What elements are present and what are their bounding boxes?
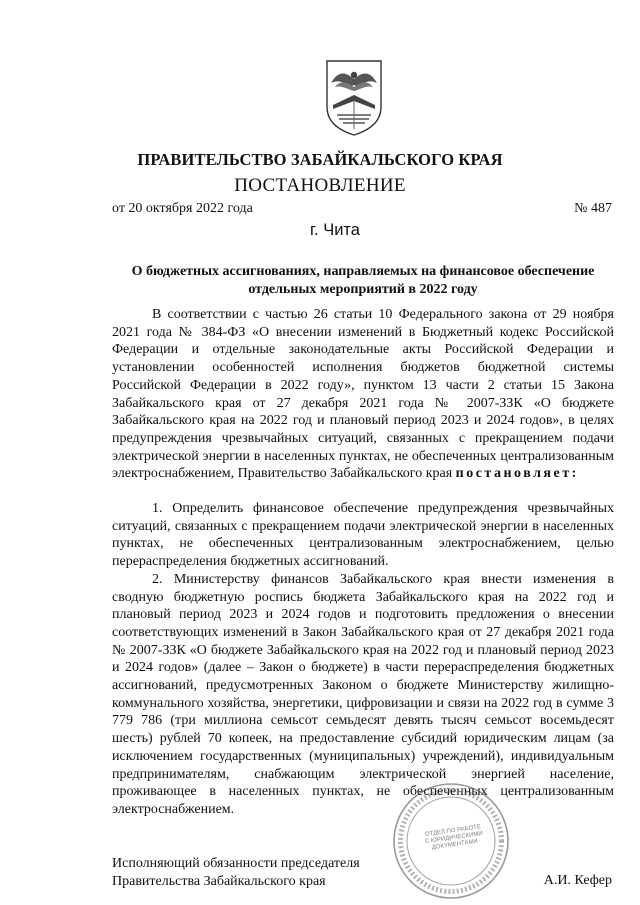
document-body — [112, 306, 614, 819]
item-1-paragraph: 1. Определить финансовое обеспечение предупреждения чрезвычайных ситуаций, связанных с прекращением подачи электрической энергии в населенных пунктах, не обеспеченных централизованным электроснабжением, целью перераспределения бюджетных ассигнований. — [112, 501, 614, 570]
preamble-text: В соответствии с частью 26 статьи 10 Федерального закона от 29 ноября 2021 года № 384-ФЗ «О внесении изменений в Бюджетный кодекс Российской Федерации и отдельные законодательные акты Российской Федерации и установлении особенностей исполнения бюджетов бюджетной системы Российской Федерации в 2022 году», пунктом 13 части 2 статьи 15 Закона Забайкальского края от 27 декабря 2021 года № 2007-ЗЗК «О бюджете Забайкальского края на 2022 год и плановый период 2023 и 2024 годов», в целях предупреждения чрезвычайных ситуаций, связанных с прекращением подачи электрической энергии в населенных пунктах, не обеспеченных централизованным электроснабжением, Правительство Забайкальского края — [112, 307, 614, 482]
document-type: ПОСТАНОВЛЕНИЕ — [234, 175, 406, 196]
document-heading — [112, 263, 614, 299]
signer-name: А.И. Кефер — [543, 873, 612, 888]
document-date: от 20 октября 2022 года — [112, 201, 253, 216]
document-number: № 487 — [574, 201, 612, 216]
signer-role-line-1: Исполняющий обязанности председателя — [112, 856, 360, 871]
heading-line-2: отдельных мероприятий в 2022 году — [248, 282, 478, 297]
stamp-text: ОТДЕЛ ПО РАБОТЕ С ЮРИДИЧЕСКИМИ ДОКУМЕНТАМИ — [424, 824, 484, 852]
preamble-paragraph — [112, 306, 614, 483]
document-city: г. Чита — [310, 221, 360, 239]
heading-line-1: О бюджетных ассигнованиях, направляемых на финансовое обеспечение — [131, 264, 595, 279]
coat-of-arms-icon — [323, 57, 385, 137]
item-2-paragraph: 2. Министерству финансов Забайкальского края внести изменения в сводную бюджетную роспись бюджета Забайкальского края на 2022 год и плановый период 2023 и 2024 годов и подготовить предложения о внесении соответствующих изменений в Закон Забайкальского края от 27 декабря 2021 года № 2007-ЗЗК «О бюджете Забайкальского края на 2022 год и плановый период 2023 и 2024 годов» (далее – Закон о бюджете) в части перераспределения бюджетных ассигнований, предусмотренных Законом о бюджете Министерству жилищно-коммунального хозяйства, энергетики, цифровизации и связи на 2022 год в сумме 3 779 786 (три миллиона семьсот семьдесят девять тысяч семьсот восемьдесят шесть) рублей 70 копеек, на предоставление субсидий юридическим лицам (за исключением государственных (муниципальных) учреждений), индивидуальным предпринимателям, снабжающим электрической энергией население, проживающее в населенных пунктах, не обеспеченных централизованным электроснабжением. — [112, 571, 614, 817]
resolves-word: постановляет: — [455, 466, 579, 482]
signer-role-line-2: Правительства Забайкальского края — [112, 874, 326, 889]
signer-role — [112, 855, 360, 891]
government-title: ПРАВИТЕЛЬСТВО ЗАБАЙКАЛЬСКОГО КРАЯ — [137, 150, 503, 169]
